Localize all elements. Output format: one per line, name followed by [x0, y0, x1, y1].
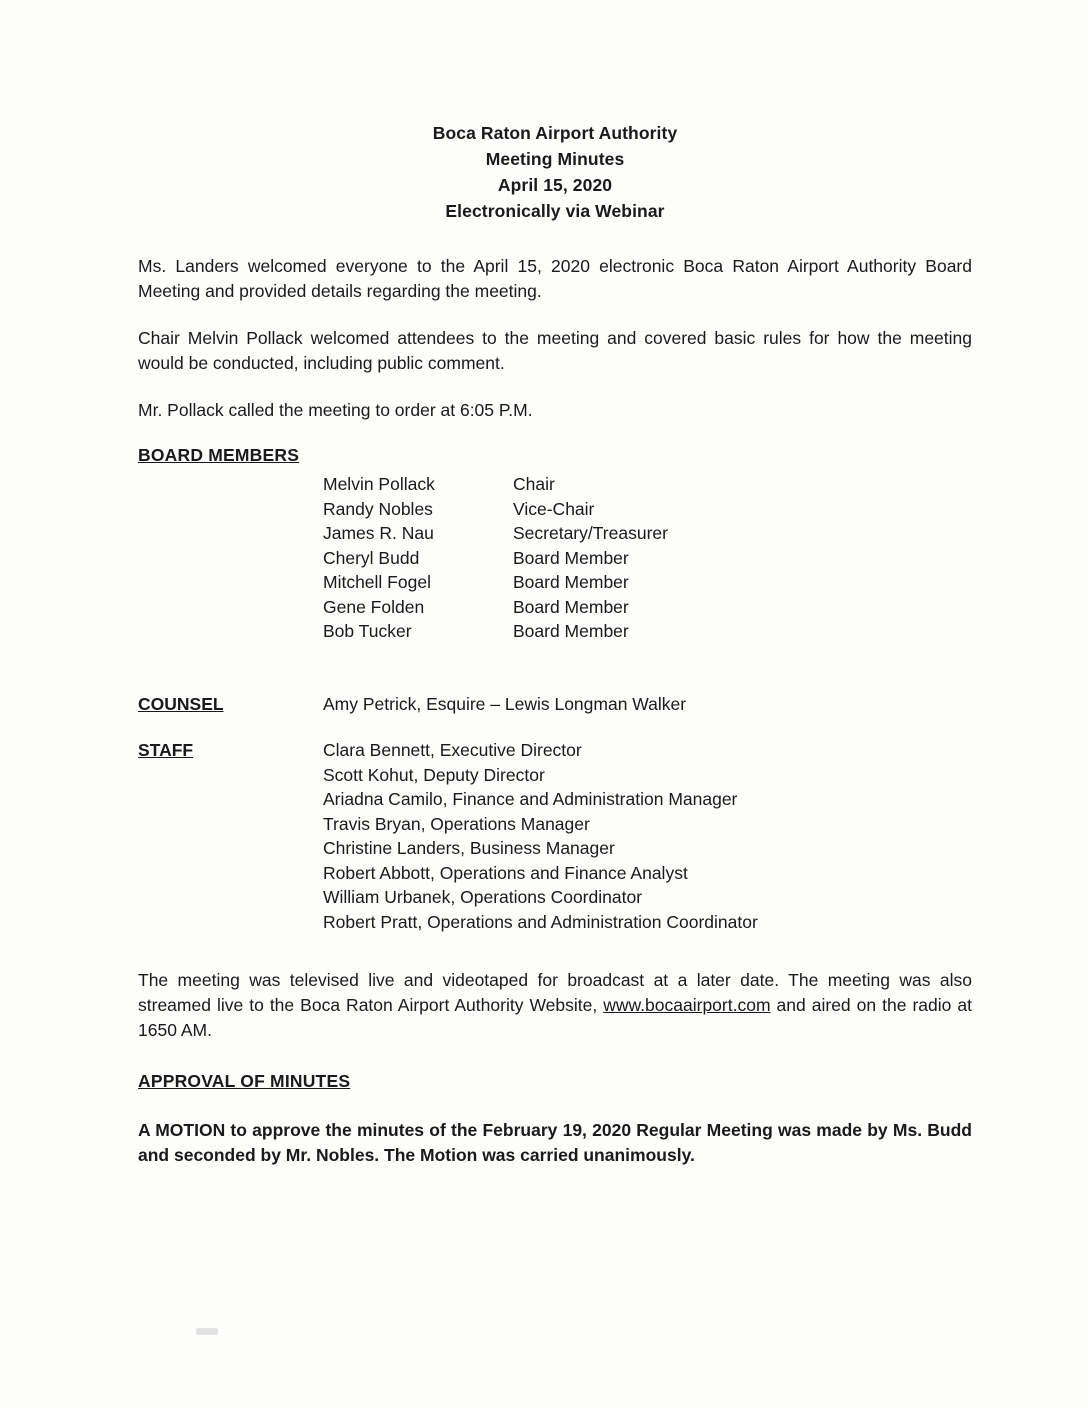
member-name: James R. Nau	[323, 523, 434, 543]
member-role: Board Member	[513, 596, 629, 617]
table-row	[138, 546, 972, 571]
intro-paragraph-2: Chair Melvin Pollack welcomed attendees to the meeting and covered basic rules for how the meeting would be conducted, including public comment.	[138, 328, 972, 373]
list-item: William Urbanek, Operations Coordinator	[323, 887, 643, 907]
list-item: Amy Petrick, Esquire – Lewis Longman Walker	[323, 693, 687, 714]
broadcast-note	[138, 968, 972, 1043]
document-header	[138, 120, 972, 224]
member-role: Secretary/Treasurer	[513, 523, 668, 543]
member-role: Chair	[513, 474, 555, 494]
member-role: Board Member	[513, 621, 629, 641]
header-line-doctype: Meeting Minutes	[485, 149, 625, 169]
header-line-format: Electronically via Webinar	[445, 201, 665, 221]
member-role: Board Member	[513, 572, 629, 592]
board-members-heading: BOARD MEMBERS	[138, 445, 300, 465]
intro-paragraph-1: Ms. Landers welcomed everyone to the April 15, 2020 electronic Boca Raton Airport Authority Board Meeting and provided details regarding the meeting.	[138, 256, 972, 301]
member-name: Randy Nobles	[323, 498, 433, 519]
table-row	[138, 570, 972, 595]
list-item: Travis Bryan, Operations Manager	[323, 813, 590, 834]
table-row	[138, 595, 972, 620]
list-item: Robert Pratt, Operations and Administration Coordinator	[323, 911, 758, 932]
list-item: Scott Kohut, Deputy Director	[323, 764, 545, 785]
member-name: Gene Folden	[323, 596, 425, 617]
list-item: Christine Landers, Business Manager	[323, 838, 615, 858]
table-row	[138, 619, 972, 644]
staff-label: STAFF	[138, 740, 194, 760]
counsel-block	[138, 692, 972, 717]
document-body	[138, 120, 972, 1168]
member-name: Cheryl Budd	[323, 547, 420, 568]
member-name: Mitchell Fogel	[323, 572, 431, 592]
member-name: Melvin Pollack	[323, 474, 435, 494]
member-role: Vice-Chair	[513, 498, 595, 519]
counsel-entries	[323, 692, 686, 717]
intro-paragraph-3: Mr. Pollack called the meeting to order at 6:05 P.M.	[138, 400, 533, 420]
staff-entries	[323, 738, 758, 934]
website-link[interactable]: www.bocaairport.com	[603, 995, 771, 1015]
table-row	[138, 497, 972, 522]
approval-of-minutes-heading: APPROVAL OF MINUTES	[138, 1071, 351, 1091]
header-line-organization: Boca Raton Airport Authority	[432, 123, 678, 143]
broadcast-note-text-tail: and aired on the radio at 1650 AM.	[138, 995, 972, 1040]
header-line-date: April 15, 2020	[497, 175, 613, 195]
member-name: Bob Tucker	[323, 621, 412, 641]
broadcast-note-text: The meeting was televised live and videotaped for broadcast at a later date. The meeting was also streamed live to the Boca Raton Airport Authority Website,	[138, 970, 972, 1015]
member-role: Board Member	[513, 547, 629, 568]
scan-artifact	[196, 1328, 218, 1335]
approval-motion-paragraph: A MOTION to approve the minutes of the February 19, 2020 Regular Meeting was made by Ms. Budd and seconded by Mr. Nobles. The Motion was carried unanimously.	[138, 1120, 972, 1165]
list-item: Clara Bennett, Executive Director	[323, 740, 582, 760]
board-members-roster	[138, 472, 972, 644]
table-row	[138, 521, 972, 546]
staff-block	[138, 738, 972, 934]
counsel-label: COUNSEL	[138, 693, 224, 714]
list-item: Robert Abbott, Operations and Finance Analyst	[323, 862, 688, 883]
list-item: Ariadna Camilo, Finance and Administration Manager	[323, 789, 738, 809]
table-row	[138, 472, 972, 497]
